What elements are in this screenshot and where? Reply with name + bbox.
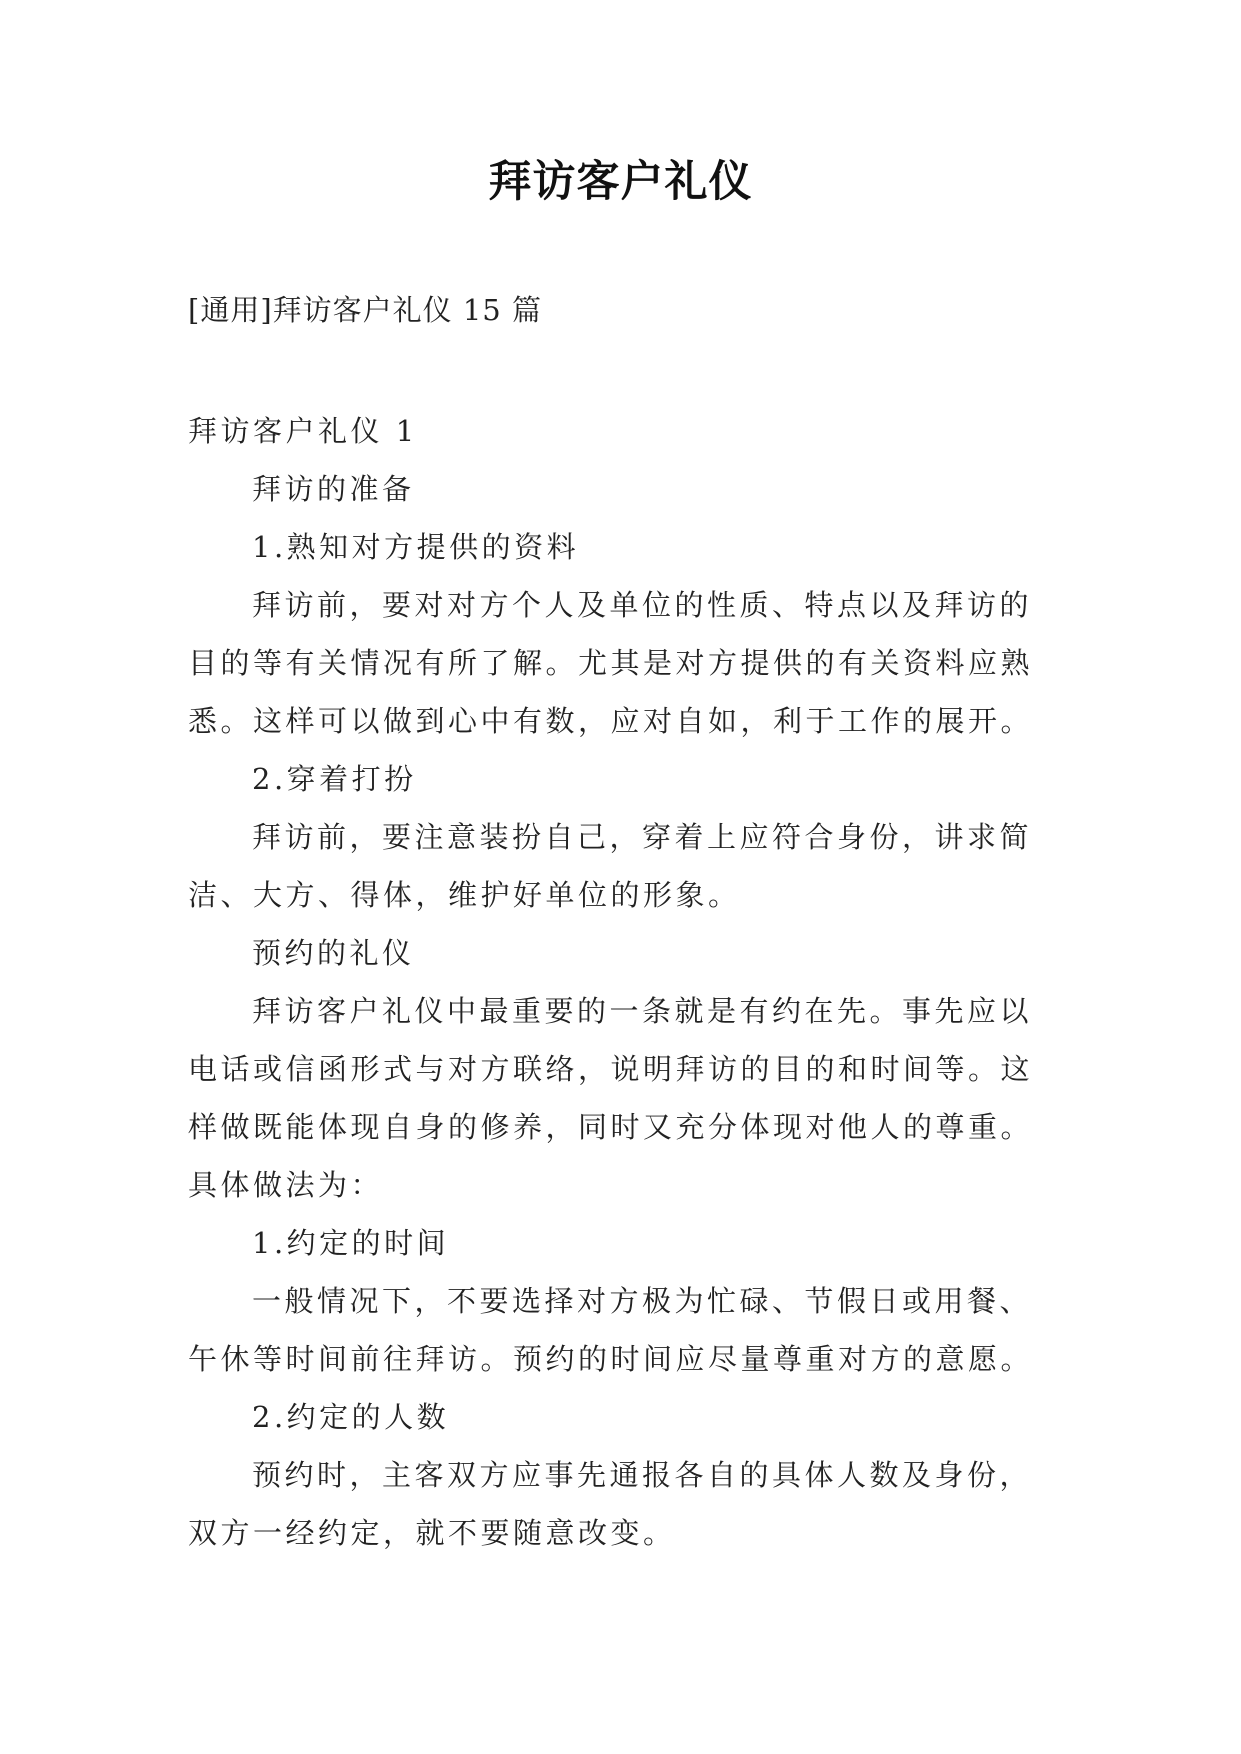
body-paragraph: 拜访客户礼仪中最重要的一条就是有约在先。事先应以电话或信函形式与对方联络，说明拜访的目的和时间等。这样做既能体现自身的修养，同时又充分体现对他人的尊重。具体做法为： bbox=[188, 994, 1034, 1202]
body-paragraph: 拜访前，要注意装扮自己，穿着上应符合身份，讲求简洁、大方、得体，维护好单位的形象。 bbox=[188, 820, 1033, 912]
body-paragraph: 预约时，主客双方应事先通报各自的具体人数及身份，双方一经约定，就不要随意改变。 bbox=[188, 1458, 1033, 1550]
numbered-heading: 1.约定的时间 bbox=[252, 1226, 450, 1260]
document-subtitle: [通用]拜访客户礼仪 15 篇 bbox=[188, 293, 542, 327]
subsection-heading: 预约的礼仪 bbox=[252, 936, 415, 970]
body-paragraph: 拜访前，要对对方个人及单位的性质、特点以及拜访的目的等有关情况有所了解。尤其是对方提供的有关资料应熟悉。这样可以做到心中有数，应对自如，利于工作的展开。 bbox=[188, 588, 1034, 738]
numbered-heading: 2.穿着打扮 bbox=[252, 762, 417, 796]
subsection-heading: 拜访的准备 bbox=[252, 472, 415, 506]
numbered-heading: 2.约定的人数 bbox=[252, 1400, 450, 1434]
section-heading: 拜访客户礼仪 1 bbox=[188, 414, 418, 448]
body-paragraph: 一般情况下，不要选择对方极为忙碌、节假日或用餐、午休等时间前往拜访。预约的时间应尽量尊重对方的意愿。 bbox=[188, 1284, 1034, 1376]
page-title: 拜访客户礼仪 bbox=[488, 157, 753, 207]
numbered-heading: 1.熟知对方提供的资料 bbox=[252, 530, 580, 564]
document-body bbox=[188, 402, 1058, 1562]
